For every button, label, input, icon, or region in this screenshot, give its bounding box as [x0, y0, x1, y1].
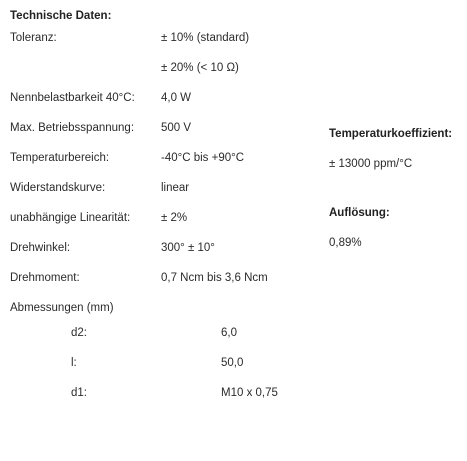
spec-value-rotation-angle: 300° ± 10° [161, 242, 215, 254]
spec-value-linearity: ± 2% [161, 212, 188, 224]
dimension-value-d2: 6,0 [221, 327, 237, 339]
spec-label-rotation-angle: Drehwinkel: [10, 242, 71, 254]
spec-label-linearity: unabhängige Linearität: [10, 212, 131, 224]
spec-value-resistance-curve: linear [161, 182, 190, 194]
spec-value-rated-power: 4,0 W [161, 92, 192, 104]
dimensions-heading: Abmessungen (mm) [10, 302, 114, 314]
spec-label-temperature-range: Temperaturbereich: [10, 152, 110, 164]
spec-value-max-voltage: 500 V [161, 122, 192, 134]
spec-label-max-voltage: Max. Betriebsspannung: [10, 122, 135, 134]
dimension-label-d2: d2: [71, 327, 87, 339]
spec-value-temperature-range: -40°C bis +90°C [161, 152, 245, 164]
spec-value-tolerance: ± 10% (standard) [161, 32, 250, 44]
spec-label-rated-power: Nennbelastbarkeit 40°C: [10, 92, 135, 104]
temp-coefficient-value: ± 13000 ppm/°C [329, 158, 413, 170]
dimension-label-l: l: [71, 357, 77, 369]
spec-label-torque: Drehmoment: [10, 272, 80, 284]
temp-coefficient-heading: Temperaturkoeffizient: [329, 128, 453, 140]
technical-data-heading: Technische Daten: [10, 10, 112, 22]
spec-value-tolerance-alt: ± 20% (< 10 Ω) [161, 62, 239, 74]
resolution-heading: Auflösung: [329, 207, 390, 219]
spec-value-torque: 0,7 Ncm bis 3,6 Ncm [161, 272, 268, 284]
spec-label-resistance-curve: Widerstandskurve: [10, 182, 106, 194]
dimension-label-d1: d1: [71, 387, 87, 399]
resolution-value: 0,89% [329, 237, 362, 249]
dimension-value-d1: M10 x 0,75 [221, 387, 278, 399]
dimension-value-l: 50,0 [221, 357, 244, 369]
spec-label-tolerance: Toleranz: [10, 32, 57, 44]
